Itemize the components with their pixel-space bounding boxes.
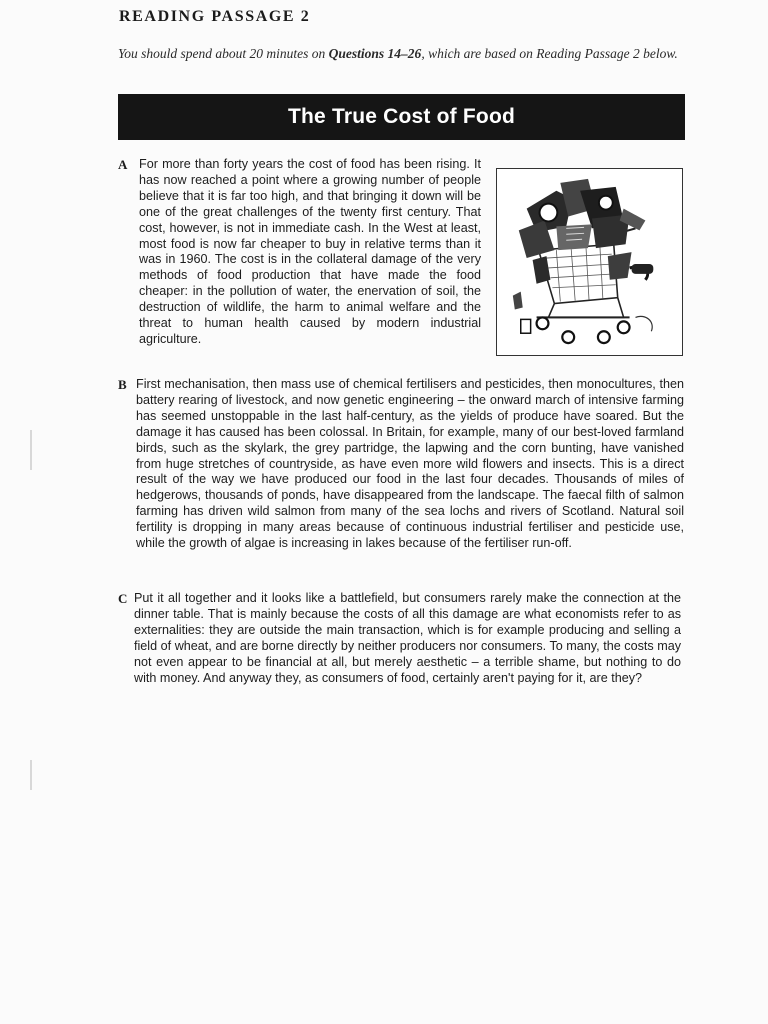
paragraph-letter-c: C xyxy=(118,591,128,606)
paragraph-b: First mechanisation, then mass use of chemical fertilisers and pesticides, then monocultures, then battery rearing of livestock, and now genetic engineering – the onward march of intensive farming has seemed unstoppable in the last half-century, as the yields of produce have soared. But the damage it has caused has been colossal. In Britain, for example, many of our best-loved farmland birds, such as the skylark, the grey partridge, the lapwing and the corn bunting, have vanished from huge stretches of countryside, as have even more wild flowers and insects. This is a direct result of the way we have produced our food in the last four decades. Thousands of miles of hedgerows, thousands of ponds, have disappeared from the landscape. The faecal filth of salmon farming has driven wild salmon from many of the sea lochs and rivers of Scotland. Natural soil fertility is dropping in many areas because of continuous industrial fertiliser and pesticide use, while the growth of algae is increasing in lakes because of the fertiliser run-off. xyxy=(136,377,684,551)
passage-title-bar xyxy=(118,94,685,140)
section-heading: READING PASSAGE 2 xyxy=(119,8,311,25)
scan-edge-mark xyxy=(30,760,32,790)
instruction-before: You should spend about 20 minutes on xyxy=(118,46,329,61)
paragraph-c: Put it all together and it looks like a battlefield, but consumers rarely make the connection at the dinner table. That is mainly because the costs of all this damage are what economists refer to as externalities: they are outside the main transaction, which is for example producing and selling a field of wheat, and are borne directly by neither producers nor consumers. To many, the costs may not even appear to be financial at all, but merely aesthetic – a terrible shame, but nothing to do with money. And anyway they, as consumers of food, certainly aren't paying for it, are they? xyxy=(134,591,681,685)
passage-title: The True Cost of Food xyxy=(287,105,516,128)
paragraph-a: For more than forty years the cost of food has been rising. It has now reached a point where a growing number of people believe that it is far too high, and that bringing it down will be one of the great challenges of the twenty first century. That cost, however, is not in immediate cash. In the West at least, most food is now far cheaper to buy in relative terms than it was in 1960. The cost is in the collateral damage of the very methods of food production that have made the food cheaper: in the pollution of water, the enervation of soil, the destruction of wildlife, the harm to animal welfare and the threat to human health caused by modern industrial agriculture. xyxy=(139,157,481,346)
instruction-text xyxy=(118,46,688,61)
instruction-questions: Questions 14–26 xyxy=(328,46,422,61)
scan-edge-mark xyxy=(30,430,32,470)
paragraph-letter-a: A xyxy=(118,157,128,172)
shopping-trolley-icon xyxy=(497,169,682,355)
paragraph-letter-b: B xyxy=(118,377,127,392)
instruction-after: , which are based on Reading Passage 2 below. xyxy=(421,46,678,61)
trolley-illustration xyxy=(496,168,683,356)
